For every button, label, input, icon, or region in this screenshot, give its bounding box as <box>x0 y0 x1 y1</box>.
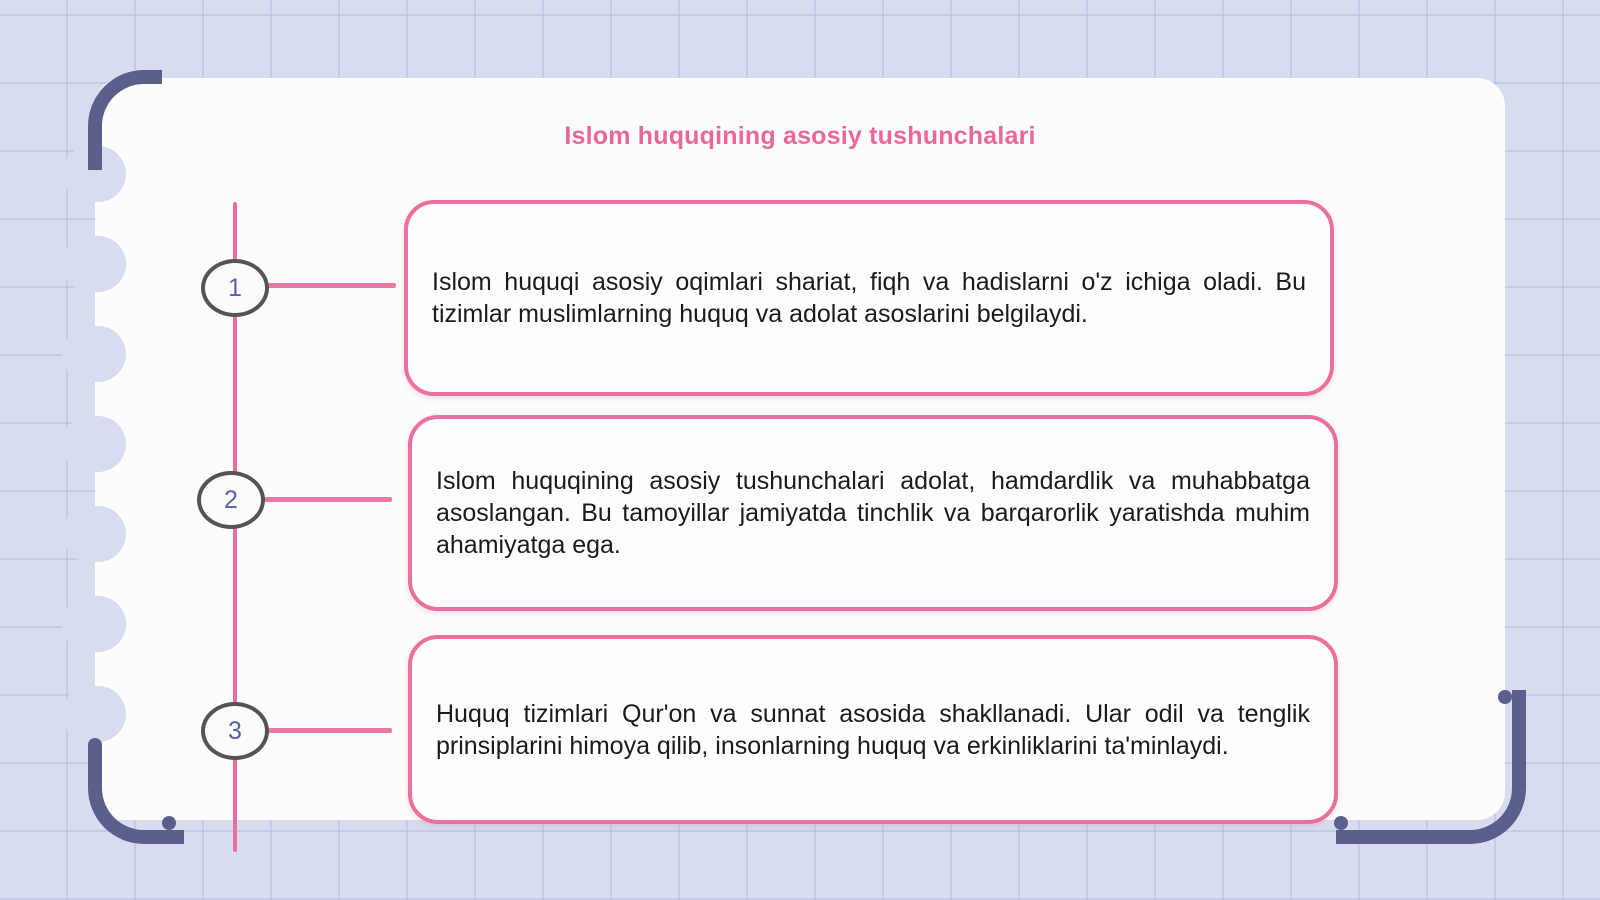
bracket-cap <box>88 738 102 752</box>
paper-notch <box>62 506 126 562</box>
bracket-cap <box>162 816 176 830</box>
paper-notch <box>62 686 126 742</box>
step-text-3: Huquq tizimlari Qur'on va sunnat asosida shakllanadi. Ular odil va tenglik prinsiplarini himoya qilib, insonlarning huquq va erkinliklarini ta'minlaydi. <box>436 699 1310 760</box>
bracket-cap <box>1498 690 1512 704</box>
connector-line <box>268 728 392 733</box>
step-text-1: Islom huquqi asosiy oqimlari shariat, fiqh va hadislarni o'z ichiga oladi. Bu tizimlar muslimlarning huquq va adolat asoslarini belgilaydi. <box>432 268 1306 328</box>
paper-notch <box>62 326 126 382</box>
step-number-2: 2 <box>197 471 265 529</box>
paper-notch <box>62 596 126 652</box>
step-card-2 <box>408 415 1338 611</box>
step-number-3: 3 <box>201 702 269 760</box>
step-card-3 <box>408 635 1338 824</box>
slide-title: Islom huquqining asosiy tushunchalari <box>564 122 1036 150</box>
corner-bracket-bottom-right <box>1336 690 1526 844</box>
step-number-1: 1 <box>201 259 269 317</box>
paper-notch <box>62 236 126 292</box>
bracket-cap <box>137 70 151 84</box>
step-card-1 <box>404 200 1334 396</box>
paper-notch <box>62 416 126 472</box>
connector-line <box>268 283 396 288</box>
connector-line <box>264 497 392 502</box>
step-text-2: Islom huquqining asosiy tushunchalari adolat, hamdardlik va muhabbatga asoslangan. Bu tamoyillar jamiyatda tinchlik va barqarorlik yaratishda muhim ahamiyatga ega. <box>436 467 1310 559</box>
bracket-cap <box>1334 816 1348 830</box>
